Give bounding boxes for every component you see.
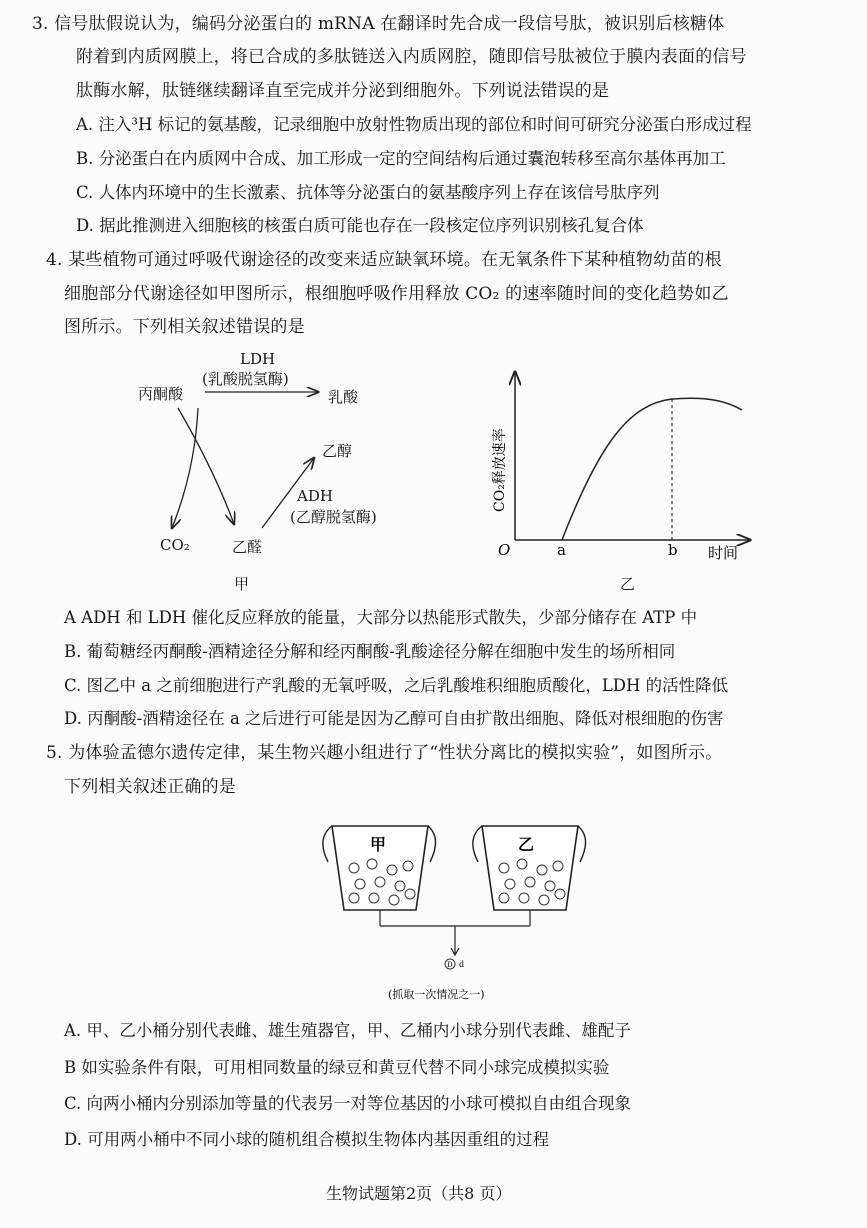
q4-option-a: A ADH 和 LDH 催化反应释放的能量，大部分以热能形式散失，少部分储存在 ATP 中 bbox=[64, 608, 698, 627]
q3-stem-line3: 肽酶水解，肽链继续翻译直至完成并分泌到细胞外。下列说法错误的是 bbox=[76, 81, 610, 101]
chart-caption: 乙 bbox=[620, 575, 636, 593]
label-ldh-name: (乳酸脱氢酶) bbox=[202, 370, 289, 388]
q5-option-a: A. 甲、乙小桶分别代表雌、雄生殖器官，甲、乙桶内小球分别代表雌、雄配子 bbox=[64, 1021, 631, 1040]
label-ethanol: 乙醇 bbox=[322, 442, 353, 460]
rate-curve bbox=[562, 398, 742, 540]
bucket-right-label: 乙 bbox=[518, 835, 535, 854]
q5-option-c: C. 向两小桶内分别添加等量的代表另一对等位基因的小球可模拟自由组合现象 bbox=[64, 1094, 632, 1113]
arrow-acetaldehyde-ethanol bbox=[262, 458, 314, 528]
q4-option-d: D. 丙酮酸-酒精途径在 a 之后进行可能是因为乙醇可自由扩散出细胞、降低对根细胞的伤害 bbox=[64, 709, 724, 728]
label-adh: ADH bbox=[297, 487, 333, 505]
q3-option-b: B. 分泌蛋白在内质网中合成、加工形成一定的空间结构后通过囊泡转移至高尔基体再加工 bbox=[76, 149, 726, 168]
label-acetaldehyde: 乙醛 bbox=[232, 538, 263, 556]
bucket-left bbox=[323, 826, 436, 910]
q4-stem-line2: 细胞部分代谢途径如甲图所示，根细胞呼吸作用释放 CO₂ 的速率随时间的变化趋势如乙 bbox=[64, 284, 729, 304]
label-pyruvate: 丙酮酸 bbox=[138, 385, 184, 403]
arrow-pyruvate-co2 bbox=[172, 408, 198, 528]
bucket-experiment-figure bbox=[320, 818, 590, 1008]
tick-b: b bbox=[668, 541, 678, 559]
q5-option-b: B 如实验条件有限，可用相同数量的绿豆和黄豆代替不同小球完成模拟实验 bbox=[64, 1058, 610, 1077]
y-axis-label: CO₂释放速率 bbox=[492, 428, 508, 512]
q5-stem-line1: 5. 为体验孟德尔遗传定律，某生物兴趣小组进行了“性状分离比的模拟实验”，如图所示。 bbox=[46, 743, 723, 763]
draw-result-D: D bbox=[447, 961, 453, 969]
tick-a: a bbox=[557, 541, 566, 559]
page-footer: 生物试题第2页（共8 页） bbox=[326, 1184, 512, 1203]
q4-option-b: B. 葡萄糖经丙酮酸-酒精途径分解和经丙酮酸-乳酸途径分解在细胞中发生的场所相同 bbox=[64, 642, 676, 661]
figure-caption: (抓取一次情况之一) bbox=[388, 988, 485, 1001]
q3-stem-line1: 3. 信号肽假说认为，编码分泌蛋白的 mRNA 在翻译时先合成一段信号肽，被识别后核糖体 bbox=[32, 14, 725, 34]
q3-option-c: C. 人体内环境中的生长激素、抗体等分泌蛋白的氨基酸序列上存在该信号肽序列 bbox=[76, 183, 660, 202]
label-co2: CO₂ bbox=[160, 536, 190, 554]
q4-stem-line1: 4. 某些植物可通过呼吸代谢途径的改变来适应缺氧环境。在无氧条件下某种植物幼苗的根 bbox=[46, 250, 722, 270]
q4-stem-line3: 图所示。下列相关叙述错误的是 bbox=[64, 317, 305, 337]
label-adh-name: (乙醇脱氢酶) bbox=[290, 508, 377, 526]
q3-option-d: D. 据此推测进入细胞核的核蛋白质可能也存在一段核定位序列识别核孔复合体 bbox=[76, 216, 644, 235]
arrow-pyruvate-acetaldehyde bbox=[178, 408, 234, 524]
q4-option-c: C. 图乙中 a 之前细胞进行产乳酸的无氧呼吸，之后乳酸堆积细胞质酸化，LDH 的活性降低 bbox=[64, 676, 729, 695]
q5-option-d: D. 可用两小桶中不同小球的随机组合模拟生物体内基因重组的过程 bbox=[64, 1130, 550, 1149]
bucket-right bbox=[473, 826, 586, 910]
q5-stem-line2: 下列相关叙述正确的是 bbox=[64, 777, 236, 797]
label-lactate: 乳酸 bbox=[328, 388, 359, 406]
draw-result-d: d bbox=[459, 960, 465, 969]
q3-stem-line2: 附着到内质网膜上，将已合成的多肽链送入内质网腔，随即信号肽被位于膜内表面的信号 bbox=[76, 47, 747, 67]
co2-rate-chart bbox=[480, 362, 780, 592]
label-ldh: LDH bbox=[240, 350, 276, 368]
x-axis-label: 时间 bbox=[708, 544, 739, 562]
bucket-left-label: 甲 bbox=[370, 835, 387, 854]
q3-option-a: A. 注入³H 标记的氨基酸，记录细胞中放射性物质出现的部位和时间可研究分泌蛋白形成过程 bbox=[76, 115, 752, 134]
diagram-caption: 甲 bbox=[234, 575, 250, 593]
origin-label: O bbox=[498, 541, 511, 559]
